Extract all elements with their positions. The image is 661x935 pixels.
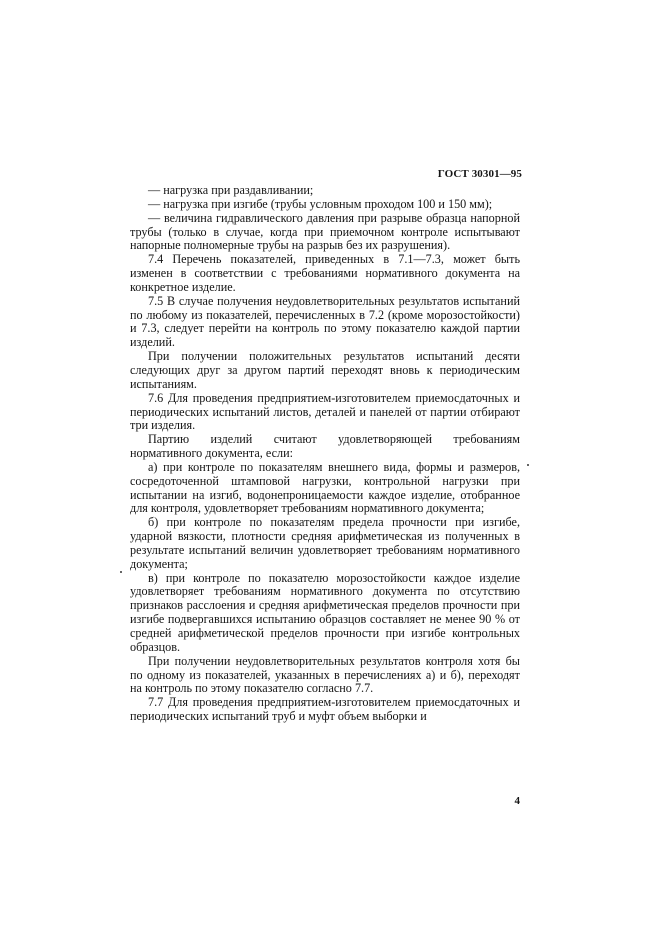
paragraph-7-6: 7.6 Для проведения предприятием-изготовителем приемосдаточных и периодических испытаний листов, деталей и панелей от партии отбирают три изделия.	[130, 390, 520, 433]
paragraph-7-5: 7.5 В случае получения неудовлетворительных результатов испытаний по любому из показателей, перечисленных в 7.2 (кроме морозостойкости) и 7.3, следует перейти на контроль по этому показателю каждой партии изделий.	[130, 293, 520, 350]
scan-speck	[527, 464, 529, 466]
paragraph-7-7: 7.7 Для проведения предприятием-изготовителем приемосдаточных и периодических испытаний труб и муфт объем выборки и	[130, 695, 520, 724]
paragraph: При получении неудовлетворительных результатов контроля хотя бы по одному из показателей, указанных в перечислениях а) и б), переходят на контроль по этому показателю согласно 7.7.	[130, 653, 520, 696]
page-number: 4	[514, 795, 520, 807]
document-body	[130, 184, 520, 724]
paragraph-item-v: в) при контроле по показателю морозостойкости каждое изделие удовлетворяет требованиям нормативного документа по отсутствию признаков расслоения и средняя арифметическая пределов прочности при изгибе подвергавшихся испытанию образцов составляет не менее 90 % от средней арифметической пределов прочности при изгибе контрольных образцов.	[130, 570, 520, 654]
paragraph-list-item: — величина гидравлического давления при разрыве образца напорной трубы (только в случае, когда при приемочном контроле испытывают напорные полномерные трубы на разрыв без их разрушения).	[130, 210, 520, 253]
document-header-standard-number: ГОСТ 30301—95	[437, 168, 522, 180]
paragraph: Партию изделий считают удовлетворяющей требованиям нормативного документа, если:	[130, 432, 520, 461]
paragraph-list-item: — нагрузка при изгибе (трубы условным проходом 100 и 150 мм);	[148, 196, 493, 211]
paragraph-list-item: — нагрузка при раздавливании;	[148, 183, 314, 197]
paragraph-item-a: а) при контроле по показателям внешнего вида, формы и размеров, сосредоточенной штамповой нагрузки, контрольной нагрузки при испытании на изгиб, водонепроницаемости каждое изделие, отобранное для контроля, удовлетворяет требованиям нормативного документа;	[130, 459, 520, 516]
paragraph-7-4: 7.4 Перечень показателей, приведенных в 7.1—7.3, может быть изменен в соответствии с требованиями нормативного документа на конкретное изделие.	[130, 252, 520, 294]
paragraph: При получении положительных результатов испытаний десяти следующих друг за другом партий переходят вновь к периодическим испытаниям.	[130, 349, 520, 391]
paragraph-item-b: б) при контроле по показателям предела прочности при изгибе, ударной вязкости, плотности средняя арифметическая из полученных в результате испытаний величин удовлетворяет требованиям нормативного документа;	[130, 515, 520, 571]
scan-speck	[120, 571, 122, 573]
